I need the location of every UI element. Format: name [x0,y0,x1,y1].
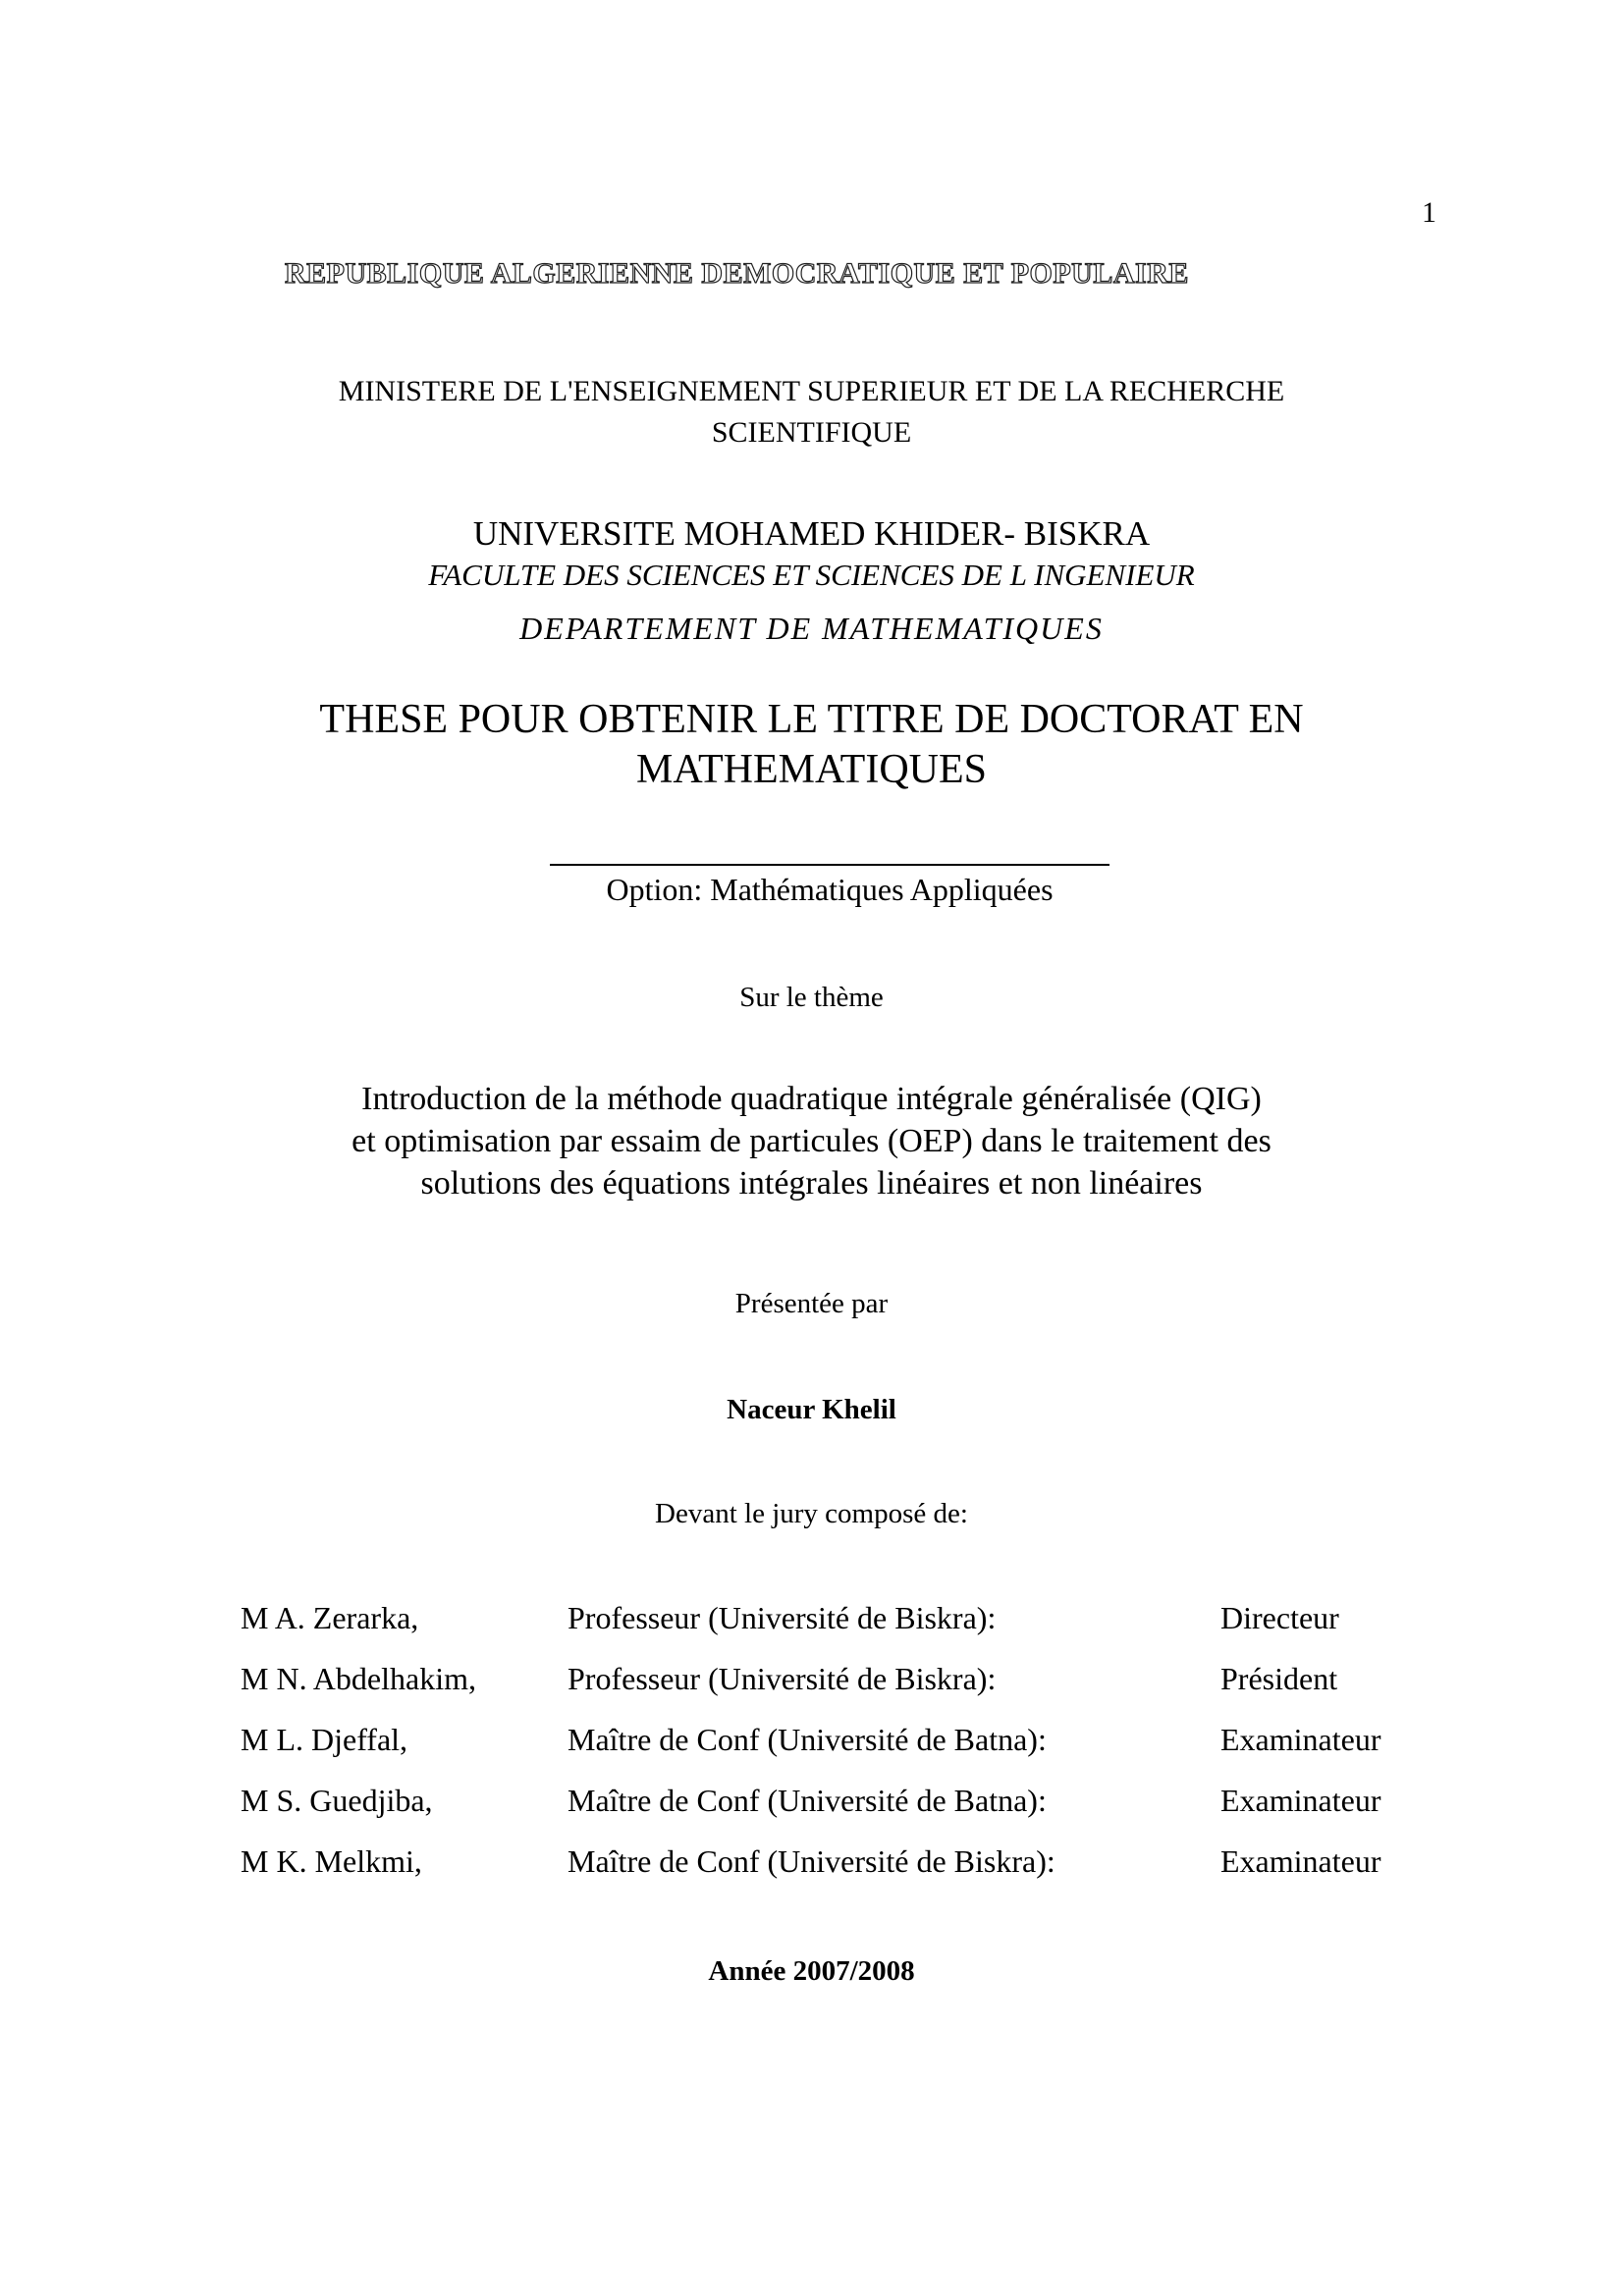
jury-member-title: Maître de Conf (Université de Biskra): [568,1843,1055,1879]
thesis-title-line-2: MATHEMATIQUES [636,747,987,792]
thesis-title-line-1: THESE POUR OBTENIR LE TITRE DE DOCTORAT EN [319,697,1304,742]
theme-title-line-1: Introduction de la méthode quadratique intégrale généralisée (QIG) [361,1081,1262,1117]
jury-label: Devant le jury composé de: [655,1498,968,1529]
jury-member-name: M K. Melkmi, [241,1843,422,1879]
republic-heading: REPUBLIQUE ALGERIENNE DEMOCRATIQUE ET POPULAIRE [285,257,1189,290]
jury-member-role: Directeur [1220,1600,1339,1635]
thesis-title [0,695,1623,795]
theme-label: Sur le thème [739,982,884,1013]
page-number: 1 [1422,196,1436,229]
jury-member-name: M S. Guedjiba, [241,1783,433,1818]
author-name: Naceur Khelil [727,1394,896,1425]
jury-member-name: M L. Djeffal, [241,1722,408,1757]
jury-member-role: Examinateur [1220,1783,1381,1818]
jury-member-name: M N. Abdelhakim, [241,1661,476,1696]
jury-member-title: Maître de Conf (Université de Batna): [568,1783,1047,1818]
faculty-name: FACULTE DES SCIENCES ET SCIENCES DE L INGENIEUR [428,558,1195,592]
jury-member-role: Examinateur [1220,1722,1381,1757]
jury-member-name: M A. Zerarka, [241,1600,419,1635]
presented-by-label: Présentée par [734,1288,889,1319]
jury-member-role: Examinateur [1220,1843,1381,1879]
theme-title-line-2: et optimisation par essaim de particules (OEP) dans le traitement des [352,1123,1271,1159]
theme-title [0,1078,1623,1204]
department-name: DEPARTEMENT DE MATHEMATIQUES [519,611,1104,646]
ministry-line-2: SCIENTIFIQUE [711,416,912,449]
jury-member-title: Professeur (Université de Biskra): [568,1661,997,1696]
university-name: UNIVERSITE MOHAMED KHIDER- BISKRA [472,514,1151,553]
jury-member-title: Professeur (Université de Biskra): [568,1600,997,1635]
academic-year: Année 2007/2008 [708,1955,915,1987]
ministry-heading [0,371,1623,454]
jury-member-title: Maître de Conf (Université de Batna): [568,1722,1047,1757]
jury-member-role: Président [1220,1661,1338,1696]
ministry-line-1: MINISTERE DE L'ENSEIGNEMENT SUPERIEUR ET DE LA RECHERCHE [338,375,1285,407]
theme-title-line-3: solutions des équations intégrales linéaires et non linéaires [420,1165,1203,1201]
option-line: Option: Mathématiques Appliquées [550,864,1109,908]
